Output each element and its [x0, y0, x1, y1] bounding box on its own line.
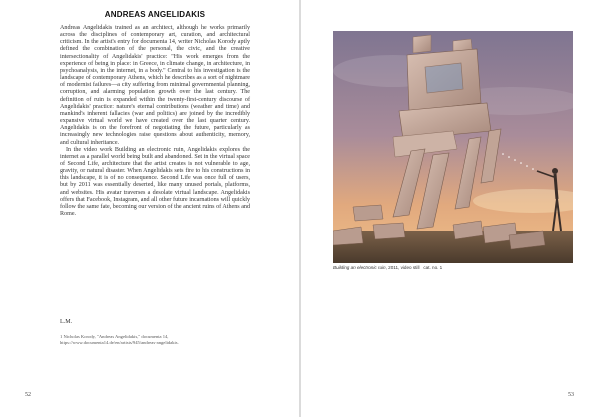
essay-paragraph-2: In the video work Building an electronic ruin, Angelidakis explores the internet as a parallel world being built and abandoned. Set in the virtual space of Second Life, architecture that the artist creates is not vulnerable to age, gravity, or natural disaster. When Angelidakis sets fire to his constructions in this landscape, it is of no consequence. Second Life was once full of users, but by 2011 was essentially deserted, like many unused portals, platforms, and websites. His avatar traverses a desolate virtual landscape. Angelidakis offers that Facebook, Instagram, and all other future incarnations will quickly follow the same fate, becoming our version of the ancient ruins of Athens and Rome.: [60, 146, 250, 218]
right-page: [301, 0, 600, 417]
footnote: 1 Nicholas Korody, "Andreas Angelidakis," documenta 14, https://www.documenta14.de/en/artists/945/andreas-angelidakis.: [60, 334, 179, 345]
essay-paragraph-1: Andreas Angelidakis trained as an architect, although he works primarily across the disciplines of contemporary art, curation, and architectural criticism. In the artist's entry for documenta 14, writer Nicholas Korody aptly defined the combination of the personal, the civic, and the creative intersectionality of Angelidakis' practice: "His work emerges from the experience of being in place: in Greece, in climate change, in architecture, in psychoanalysis, in the internet, in a body." Central to his investigation is the landscape of contemporary Athens, which he describes as a sort of nightmare of modernist failures—a city suffering from minimal governmental planning, corruption, and alarming population growth over the last century. The definition of ruin is expanded within the twenty-first-century discourse of Angelidakis' practice: nature's eternal contributions (weather and time) and mankind's inherent fallacies (war and politics) are joined by the incredibly expansive virtual world we have created over the last quarter century. Angelidakis is on the forefront of negotiating the future, particularly as increasingly new technologies raise questions about authenticity, memory, and cultural inheritance.: [60, 25, 250, 146]
page-number-right: 53: [568, 392, 574, 398]
caption-catalog-number: cat. no. 1: [423, 265, 443, 270]
electronic-ruin-still: [333, 31, 573, 263]
caption-details: , 2011, video still: [385, 265, 420, 270]
artist-heading: ANDREAS ANGELIDAKIS: [104, 10, 206, 19]
artwork-image: [333, 31, 573, 263]
essay-body: [60, 25, 250, 218]
left-page: [0, 0, 299, 417]
caption-title: Building an electronic ruin: [333, 265, 386, 270]
artwork-caption: [333, 265, 442, 270]
page-number-left: 52: [25, 392, 31, 398]
author-initials: L.M.: [60, 319, 73, 325]
